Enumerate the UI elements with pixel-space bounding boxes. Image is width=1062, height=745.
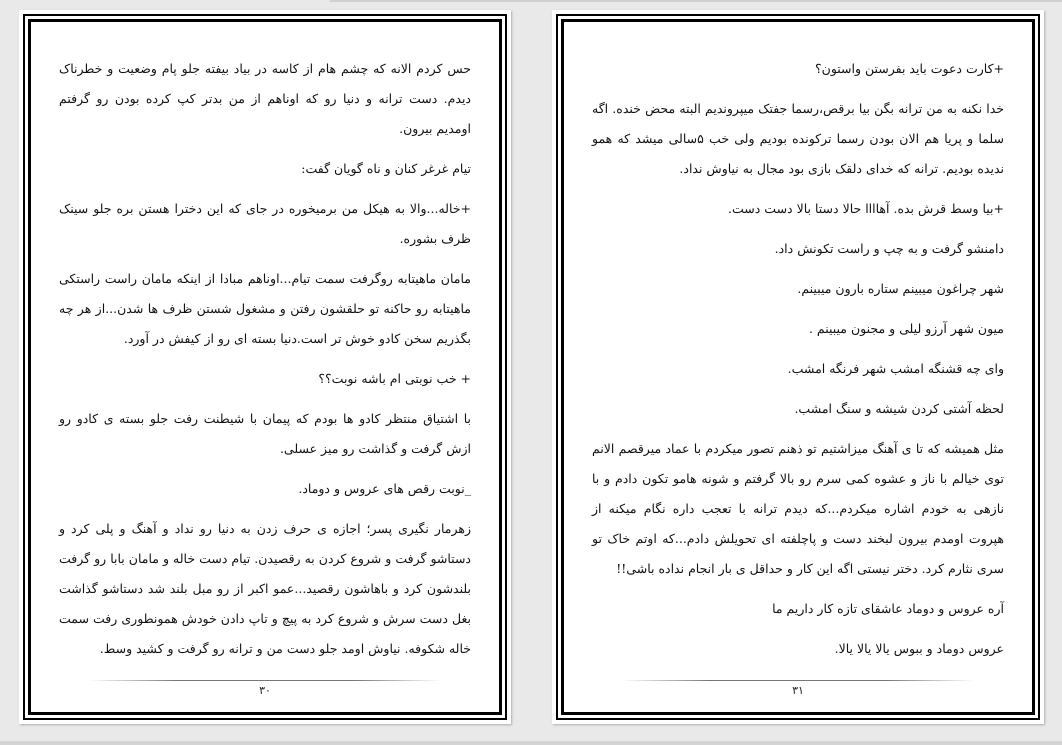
paragraph: عروس دوماد و ببوس یالا یالا یالا.	[834, 641, 1004, 656]
paragraph: +کارت دعوت باید بفرستن واستون؟	[815, 61, 1004, 76]
footer-rule	[89, 680, 441, 681]
paragraph: _نوبت رقص های عروس و دوماد.	[298, 481, 471, 496]
paragraph: +بیا وسط قرش بده. آهاااا حالا دستا بالا دست دست.	[728, 201, 1004, 216]
paragraph: دامنشو گرفت و به چپ و راست تکونش داد.	[774, 241, 1004, 256]
paragraph: تیام غرغر کنان و ناه گویان گفت:	[301, 161, 471, 176]
page-text	[592, 54, 1004, 674]
paragraph: مامان ماهیتابه روگرفت سمت تیام...اوناهم مبادا از اینکه مامان راست راستکی ماهیتابه رو حاکنه تو حلقشون رفتن و مشغول شستن ظرف ها شدن...از هر چه بگذریم سخن کادو خوش تر است.دنیا بسته ای رو از کیفش در آورد.	[59, 271, 471, 346]
paragraph: +خاله...والا به هیکل من برمیخوره در جای که این دخترا هستن بره جلو سینک ظرف بشوره.	[59, 201, 471, 246]
paragraph: میون شهر آرزو لیلی و مجنون میبینم .	[808, 321, 1004, 336]
toolbar-edge	[330, 0, 1062, 2]
paragraph: آره عروس و دوماد عاشقای تازه کار داریم ما	[772, 601, 1004, 616]
page-number: ۳۰	[259, 684, 271, 697]
paragraph: + خب نوبتی ام باشه نوبت؟؟	[318, 371, 471, 386]
paragraph: با اشتیاق منتظر کادو ها بودم که پیمان با شیطنت رفت جلو بسته ی کادو رو ازش گرفت و گذاشت رو میز عسلی.	[59, 411, 471, 456]
paragraph: خدا نکنه به من ترانه بگن بیا برقص،رسما جفتک میپروندیم البته محض خنده. اگه سلما و پریا هم الان بودن رسما ترکونده بودیم ولی خب ۵سالی میشد که همو ندیده بودیم. ترانه که خدای دلقک بازی بود مجال به نیاوش نداد.	[592, 101, 1004, 176]
paragraph: وای چه قشنگه امشب شهر فرنگه امشب.	[787, 361, 1004, 376]
paragraph: مثل همیشه که تا ی آهنگ میزاشتیم تو ذهنم تصور میکردم با عماد میرقصم الانم توی خیالم با ناز و عشوه کمی سرم رو بالا گرفتم و شونه هامو تکون دادم و با نازهی به خودم اشاره میکردم...که دیدم ترانه با تعجب داره نگام میکنه از هپروت اومدم بیرون لبخند دست و پاچلفته ای تحویلش دادم...که اوتم خاک تو سری نثارم کرد. دختر نیستی اگه این کار و حداقل ی بار انجام نداده باشی!!	[592, 441, 1004, 576]
page-text	[59, 54, 471, 674]
page-number: ۳۱	[792, 684, 804, 697]
paragraph: زهرمار نگیری پسر؛ اجازه ی حرف زدن به دنیا رو نداد و آهنگ و پلی کرد و دستاشو گرفت و شروع کردن به رقصیدن. تیام دست خاله و مامان بابا رو گرفت بلندشون کرد و باهاشون رقصید...عمو اکبر از رو مبل بلند شد دستاشو گذاشت بغل دست سرش و شروع کرد به پیچ و تاپ دادن خودش همونطوری رفت سمت خاله شکوفه. نیاوش اومد جلو دست من و ترانه رو گرفت و کشید وسط.	[59, 521, 471, 656]
paragraph: شهر چراغون میبینم ستاره بارون میبینم.	[797, 281, 1004, 296]
footer-rule	[622, 680, 974, 681]
paragraph: لحظه آشتی کردن شیشه و سنگ امشب.	[794, 401, 1004, 416]
page-left	[19, 10, 511, 724]
horizontal-scrollbar[interactable]	[0, 741, 1062, 745]
page-right	[552, 10, 1044, 724]
paragraph: حس کردم الانه که چشم هام از کاسه در بیاد بیفته جلو پام وضعیت و خطرناک دیدم. دست ترانه و دنیا رو که اوناهم از من بدتر کپ کرده بودن رو گرفتم اومدیم بیرون.	[59, 61, 471, 136]
